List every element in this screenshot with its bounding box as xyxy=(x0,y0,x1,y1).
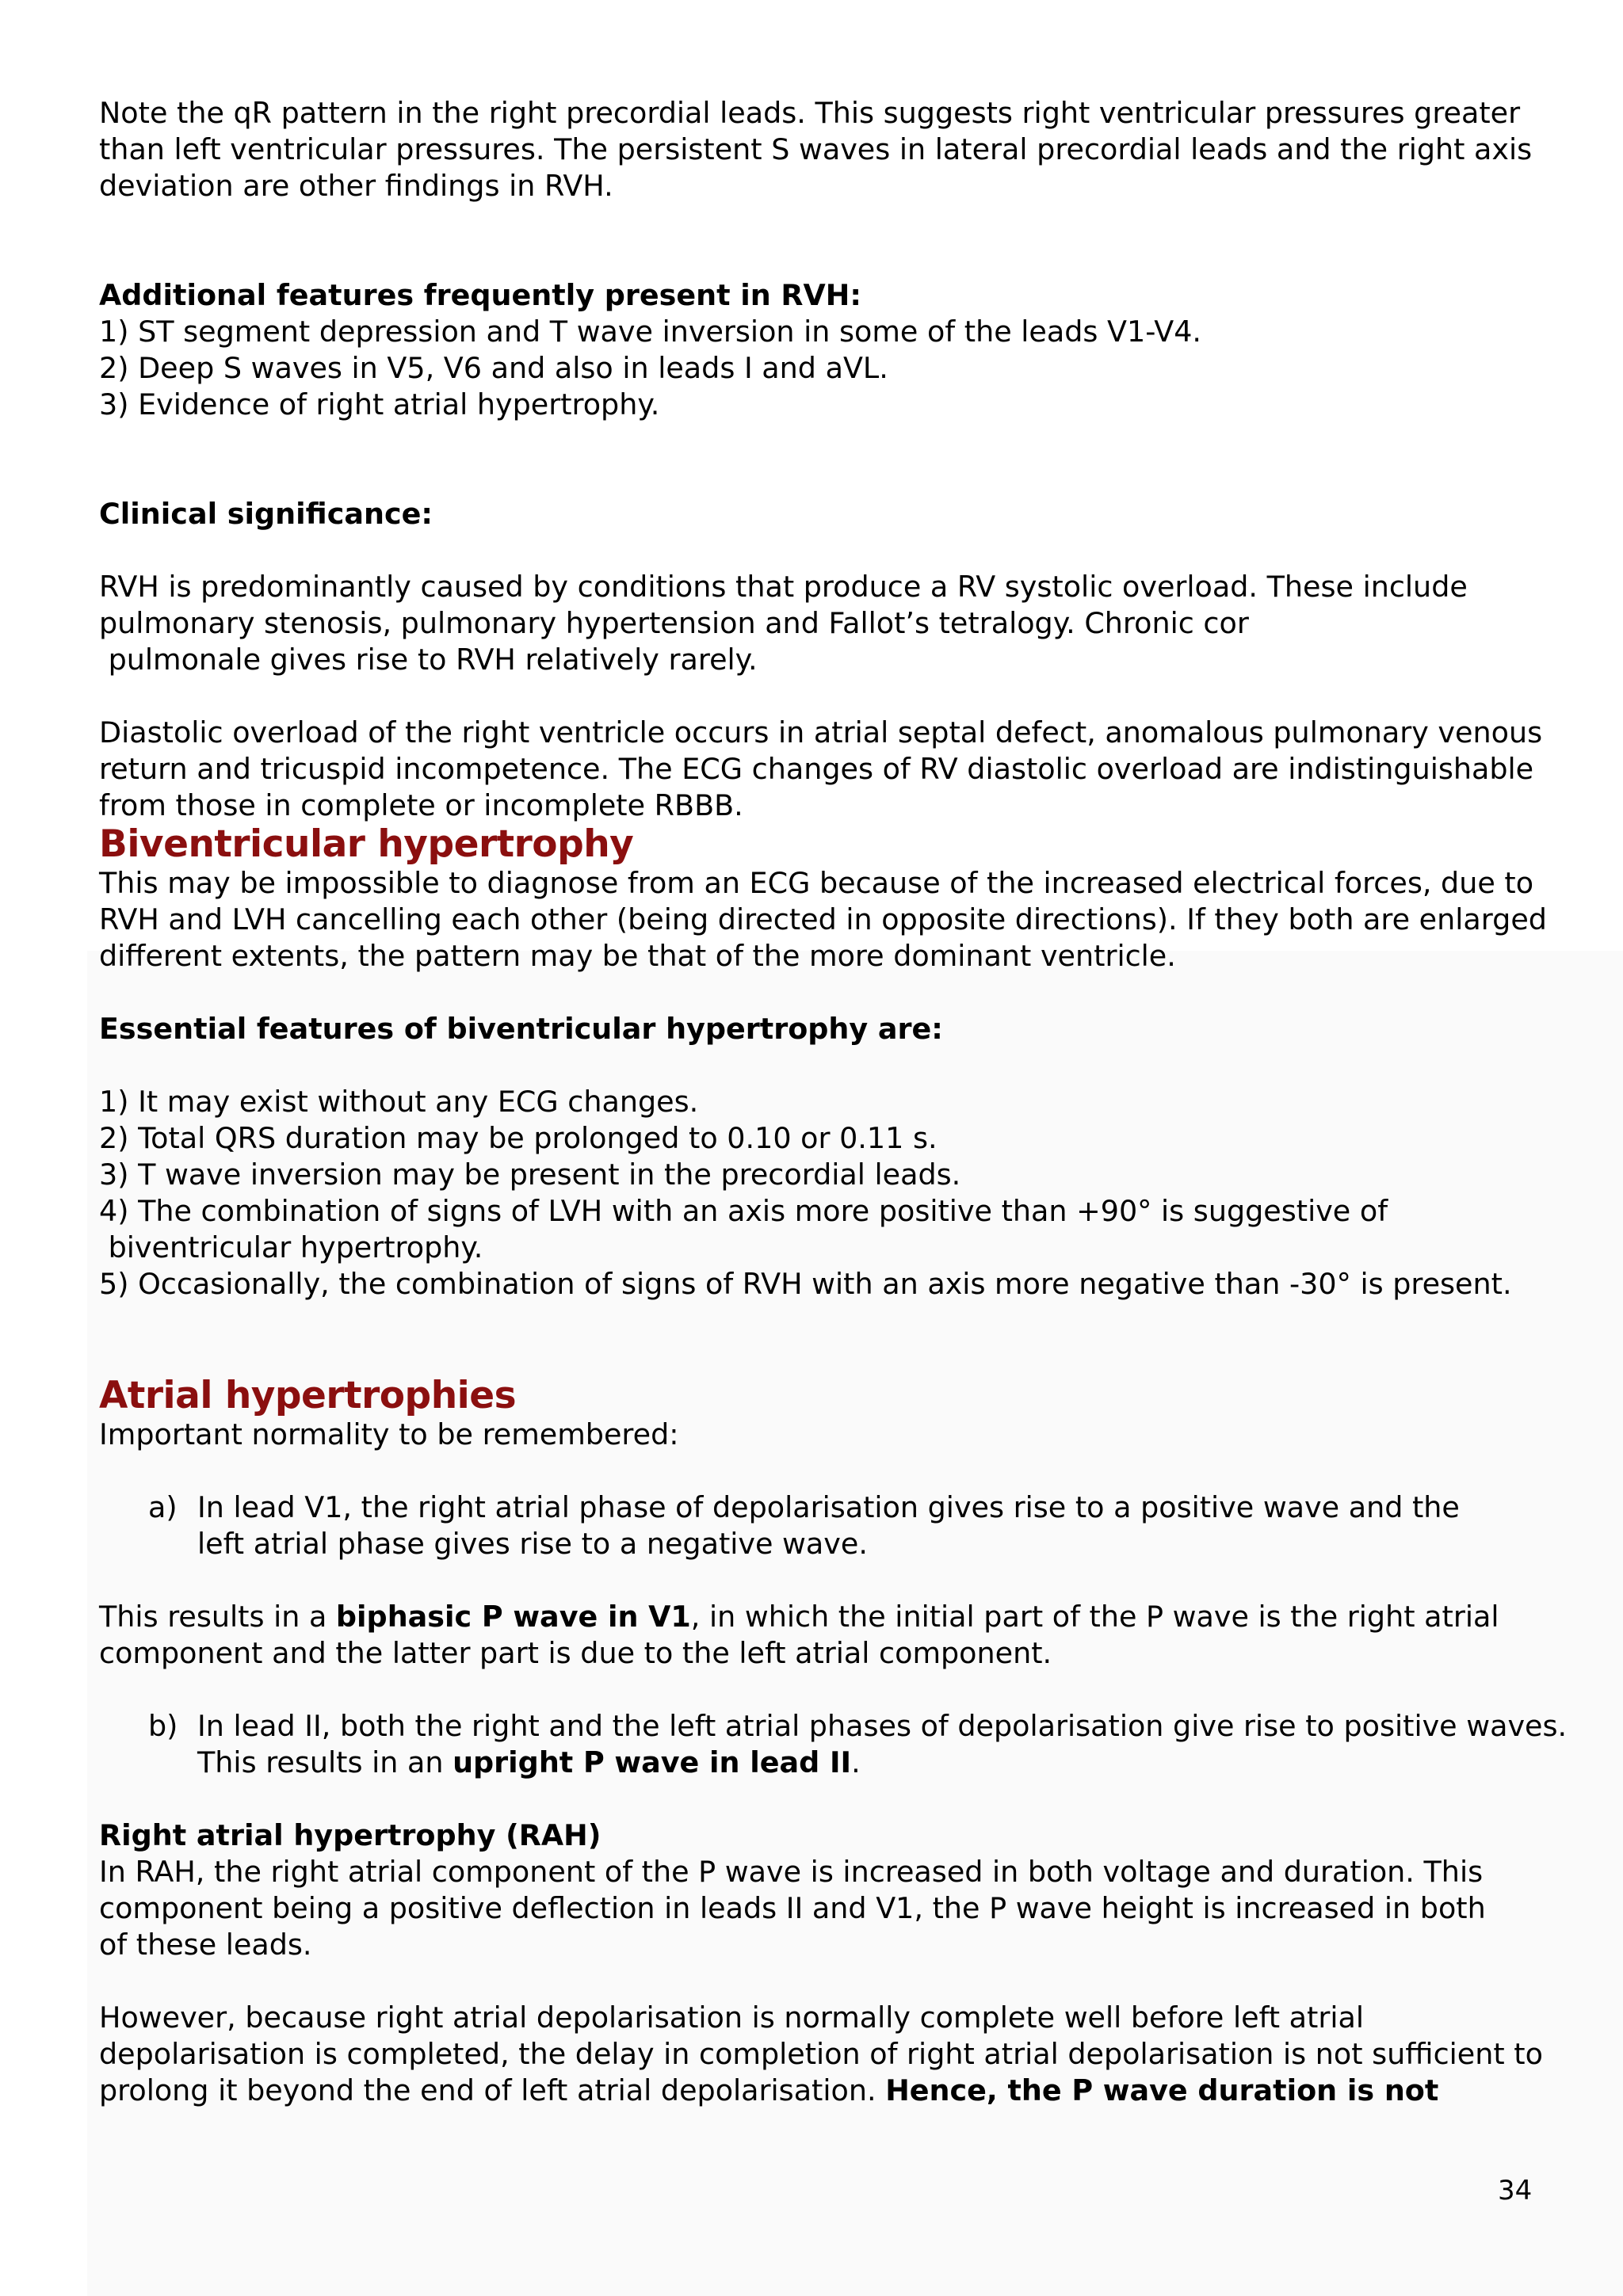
text-line: Diastolic overload of the right ventricle occurs in atrial septal defect, anomalous pulmonary venous xyxy=(99,715,1543,749)
text-line: of these leads. xyxy=(99,1928,312,1962)
text-line: RVH is predominantly caused by conditions that produce a RV systolic overload. These include xyxy=(99,570,1468,604)
list-marker: a) xyxy=(148,1490,178,1524)
page-content xyxy=(99,95,1623,2109)
clinical-significance-section xyxy=(99,496,1623,824)
text-line: This results in an upright P wave in lead II. xyxy=(197,1745,861,1779)
section-title: Atrial hypertrophies xyxy=(99,1374,517,1417)
text-line: In lead II, both the right and the left atrial phases of depolarisation give rise to positive waves. xyxy=(197,1709,1568,1743)
text-line: component and the latter part is due to the left atrial component. xyxy=(99,1636,1052,1670)
list-item: 3) T wave inversion may be present in the precordial leads. xyxy=(99,1158,961,1192)
text-line: pulmonary stenosis, pulmonary hypertension and Fallot’s tetralogy. Chronic cor xyxy=(99,606,1249,640)
list-item: 1) It may exist without any ECG changes. xyxy=(99,1085,699,1119)
text-line: than left ventricular pressures. The persistent S waves in lateral precordial leads and the right axis xyxy=(99,132,1533,166)
rah-section xyxy=(99,1817,1623,2109)
text-line: This may be impossible to diagnose from an ECG because of the increased electrical forces, due to xyxy=(99,866,1534,900)
list-item-b xyxy=(99,1708,1623,1781)
list-item: 2) Deep S waves in V5, V6 and also in leads I and aVL. xyxy=(99,351,888,385)
biphasic-line: This results in a biphasic P wave in V1, in which the initial part of the P wave is the right atrial xyxy=(99,1600,1499,1634)
text-line: left atrial phase gives rise to a negative wave. xyxy=(197,1527,868,1561)
section-heading: Clinical significance: xyxy=(99,497,433,531)
list-item-a xyxy=(99,1489,1623,1562)
text-line: RVH and LVH cancelling each other (being directed in opposite directions). If they both are enlarged xyxy=(99,902,1547,936)
section-heading: Right atrial hypertrophy (RAH) xyxy=(99,1818,601,1852)
text-line: pulmonale gives rise to RVH relatively rarely. xyxy=(99,643,758,677)
text-line: In lead V1, the right atrial phase of depolarisation gives rise to a positive wave and the xyxy=(197,1490,1460,1524)
atrial-section xyxy=(99,1375,1623,1781)
list-item: biventricular hypertrophy. xyxy=(99,1230,483,1264)
section-heading: Additional features frequently present in RVH: xyxy=(99,278,861,312)
biventricular-section xyxy=(99,824,1623,1302)
text-line: component being a positive deflection in leads II and V1, the P wave height is increased in both xyxy=(99,1891,1486,1925)
list-item: 4) The combination of signs of LVH with an axis more positive than +90° is suggestive of xyxy=(99,1194,1388,1228)
text-line: depolarisation is completed, the delay in completion of right atrial depolarisation is not sufficient to xyxy=(99,2037,1543,2071)
list-marker: b) xyxy=(148,1709,178,1743)
text-line: Important normality to be remembered: xyxy=(99,1417,679,1451)
text-line: from those in complete or incomplete RBBB. xyxy=(99,788,743,822)
text-line: However, because right atrial depolarisation is normally complete well before left atrial xyxy=(99,2000,1365,2035)
list-item: 3) Evidence of right atrial hypertrophy. xyxy=(99,387,660,421)
page-number: 34 xyxy=(1498,2175,1533,2206)
text-line: different extents, the pattern may be that of the more dominant ventricle. xyxy=(99,939,1176,973)
list-item: 1) ST segment depression and T wave inversion in some of the leads V1-V4. xyxy=(99,315,1202,349)
list-item: 5) Occasionally, the combination of signs of RVH with an axis more negative than -30° is present. xyxy=(99,1267,1512,1301)
intro-paragraph xyxy=(99,95,1623,204)
section-heading: Essential features of biventricular hypertrophy are: xyxy=(99,1012,943,1046)
text-line: return and tricuspid incompetence. The ECG changes of RV diastolic overload are indistinguishable xyxy=(99,752,1534,786)
list-item: 2) Total QRS duration may be prolonged to 0.10 or 0.11 s. xyxy=(99,1121,938,1155)
section-title: Biventricular hypertrophy xyxy=(99,822,634,866)
text-line: prolong it beyond the end of left atrial depolarisation. Hence, the P wave duration is not xyxy=(99,2073,1439,2107)
text-line: In RAH, the right atrial component of the P wave is increased in both voltage and duration. This xyxy=(99,1855,1484,1889)
text-line: Note the qR pattern in the right precordial leads. This suggests right ventricular pressures greater xyxy=(99,96,1521,130)
additional-features-section xyxy=(99,277,1623,423)
text-line: deviation are other findings in RVH. xyxy=(99,169,613,203)
